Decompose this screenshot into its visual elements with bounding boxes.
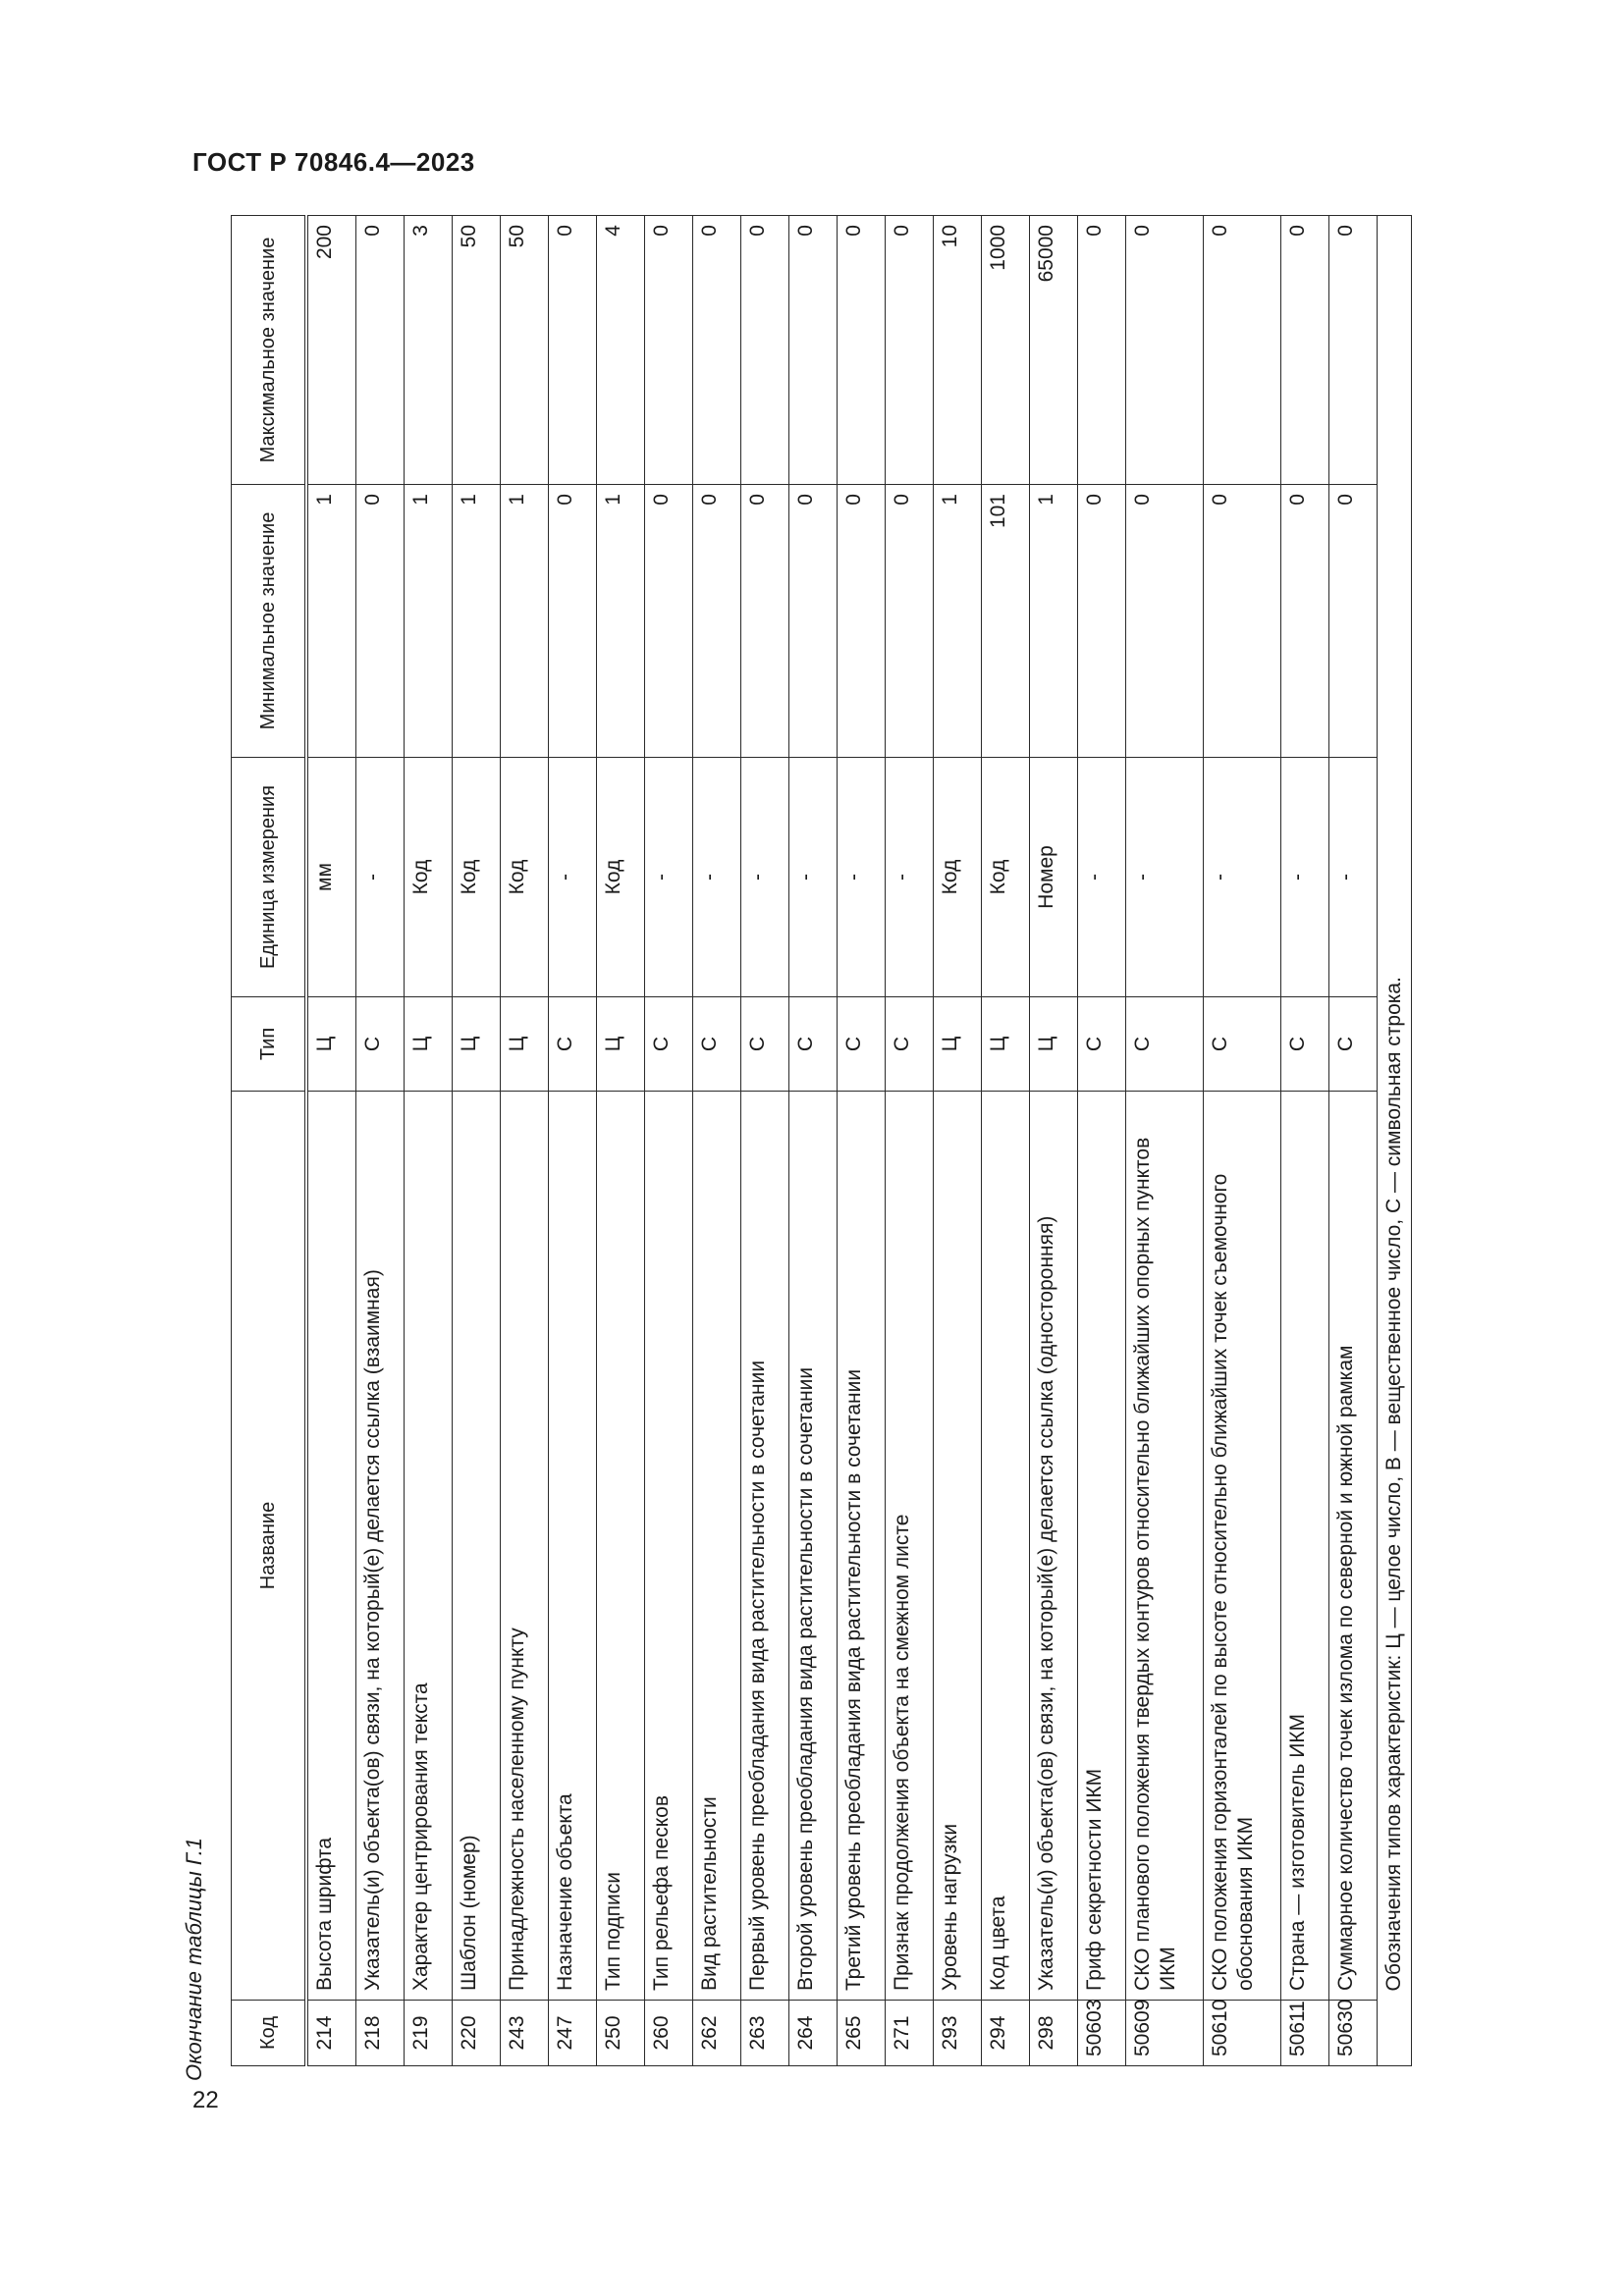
cell-type: С [1078,997,1126,1092]
header-name: Название [232,1092,307,2001]
header-min: Минимальное значение [232,485,307,758]
cell-name: Признак продолжения объекта на смежном листе [886,1092,934,2001]
document-header: ГОСТ Р 70846.4—2023 [192,147,475,177]
cell-unit: Код [597,758,645,997]
cell-code: 50610 [1204,2001,1281,2066]
cell-type: С [886,997,934,1092]
cell-max: 50 [453,216,501,485]
cell-type: Ц [597,997,645,1092]
cell-name: Назначение объекта [549,1092,597,2001]
cell-min: 0 [886,485,934,758]
cell-unit: Номер [1030,758,1078,997]
table-row [501,216,549,2066]
cell-min: 0 [838,485,886,758]
cell-min: 0 [1329,485,1378,758]
cell-unit: Код [501,758,549,997]
cell-code: 214 [306,2001,356,2066]
cell-min: 0 [693,485,741,758]
table-header-row [232,216,307,2066]
cell-code: 250 [597,2001,645,2066]
cell-type: С [356,997,405,1092]
cell-min: 0 [1281,485,1329,758]
cell-type: Ц [1030,997,1078,1092]
cell-max: 3 [405,216,453,485]
cell-unit: - [838,758,886,997]
note-blank-cell [1378,2001,1412,2066]
cell-name: Уровень нагрузки [934,1092,982,2001]
table-row [549,216,597,2066]
table-row [741,216,789,2066]
cell-code: 219 [405,2001,453,2066]
table-row [1204,216,1281,2066]
header-unit: Единица измерения [232,758,307,997]
cell-min: 0 [741,485,789,758]
cell-type: С [1204,997,1281,1092]
table-row [1281,216,1329,2066]
cell-min: 1 [501,485,549,758]
cell-unit: - [1329,758,1378,997]
table-row [934,216,982,2066]
cell-max: 0 [549,216,597,485]
cell-max: 0 [741,216,789,485]
header-max: Максимальное значение [232,216,307,485]
cell-min: 1 [405,485,453,758]
cell-name: СКО положения горизонталей по высоте относительно ближайших точек съемочного обоснования ИКМ [1204,1092,1281,2001]
cell-name: Первый уровень преобладания вида растительности в сочетании [741,1092,789,2001]
table-row [1078,216,1126,2066]
cell-unit: - [1078,758,1126,997]
cell-min: 0 [789,485,838,758]
cell-unit: Код [453,758,501,997]
cell-code: 265 [838,2001,886,2066]
cell-code: 50611 [1281,2001,1329,2066]
cell-max: 0 [356,216,405,485]
table-row [693,216,741,2066]
table-body [306,216,1378,2066]
cell-code: 271 [886,2001,934,2066]
cell-max: 0 [1126,216,1204,485]
cell-max: 65000 [1030,216,1078,485]
cell-min: 0 [356,485,405,758]
table-row [405,216,453,2066]
cell-unit: - [1204,758,1281,997]
cell-name: Принадлежность населенному пункту [501,1092,549,2001]
cell-unit: Код [934,758,982,997]
table-row [306,216,356,2066]
cell-unit: - [693,758,741,997]
cell-type: Ц [982,997,1030,1092]
cell-min: 1 [306,485,356,758]
cell-type: С [1126,997,1204,1092]
characteristics-table [231,215,1412,2066]
cell-type: С [838,997,886,1092]
table-note-row [1378,216,1412,2066]
cell-max: 4 [597,216,645,485]
cell-code: 247 [549,2001,597,2066]
cell-name: СКО планового положения твердых контуров относительно ближайших опорных пунктов ИКМ [1126,1092,1204,2001]
cell-max: 0 [1078,216,1126,485]
cell-max: 200 [306,216,356,485]
cell-code: 50609 [1126,2001,1204,2066]
cell-max: 1000 [982,216,1030,485]
cell-name: Страна — изготовитель ИКМ [1281,1092,1329,2001]
table-row [356,216,405,2066]
table-row [645,216,693,2066]
table-row [789,216,838,2066]
cell-max: 0 [789,216,838,485]
cell-max: 0 [1281,216,1329,485]
cell-min: 1 [934,485,982,758]
cell-name: Тип рельефа песков [645,1092,693,2001]
cell-type: Ц [934,997,982,1092]
table-row [1030,216,1078,2066]
cell-max: 0 [693,216,741,485]
cell-min: 1 [453,485,501,758]
table-row [982,216,1030,2066]
cell-code: 50603 [1078,2001,1126,2066]
cell-type: С [741,997,789,1092]
cell-type: С [645,997,693,1092]
cell-code: 260 [645,2001,693,2066]
cell-code: 243 [501,2001,549,2066]
cell-code: 298 [1030,2001,1078,2066]
cell-type: С [1329,997,1378,1092]
cell-name: Высота шрифта [306,1092,356,2001]
cell-max: 0 [838,216,886,485]
cell-min: 0 [645,485,693,758]
cell-type: С [549,997,597,1092]
cell-code: 294 [982,2001,1030,2066]
table-row [1126,216,1204,2066]
cell-unit: - [356,758,405,997]
cell-code: 220 [453,2001,501,2066]
cell-min: 101 [982,485,1030,758]
cell-name: Вид растительности [693,1092,741,2001]
cell-type: Ц [405,997,453,1092]
cell-name: Второй уровень преобладания вида растительности в сочетании [789,1092,838,2001]
cell-unit: - [1281,758,1329,997]
cell-name: Тип подписи [597,1092,645,2001]
cell-unit: Код [405,758,453,997]
cell-code: 50630 [1329,2001,1378,2066]
cell-unit: - [1126,758,1204,997]
header-code: Код [232,2001,307,2066]
cell-min: 0 [1126,485,1204,758]
cell-max: 50 [501,216,549,485]
header-type: Тип [232,997,307,1092]
cell-name: Третий уровень преобладания вида растительности в сочетании [838,1092,886,2001]
cell-min: 0 [1078,485,1126,758]
cell-min: 1 [597,485,645,758]
cell-min: 0 [1204,485,1281,758]
cell-name: Код цвета [982,1092,1030,2001]
cell-max: 0 [645,216,693,485]
cell-min: 1 [1030,485,1078,758]
cell-unit: мм [306,758,356,997]
cell-unit: - [645,758,693,997]
cell-unit: - [789,758,838,997]
table-row [838,216,886,2066]
cell-type: Ц [501,997,549,1092]
cell-name: Указатель(и) объекта(ов) связи, на который(е) делается ссылка (односторонняя) [1030,1092,1078,2001]
cell-name: Указатель(и) объекта(ов) связи, на который(е) делается ссылка (взаимная) [356,1092,405,2001]
table-row [597,216,645,2066]
cell-code: 262 [693,2001,741,2066]
cell-type: С [693,997,741,1092]
cell-unit: - [886,758,934,997]
cell-name: Шаблон (номер) [453,1092,501,2001]
cell-max: 0 [1204,216,1281,485]
cell-type: Ц [453,997,501,1092]
cell-code: 293 [934,2001,982,2066]
table-row [453,216,501,2066]
cell-unit: - [741,758,789,997]
cell-code: 218 [356,2001,405,2066]
cell-name: Суммарное количество точек излома по северной и южной рамкам [1329,1092,1378,2001]
cell-code: 264 [789,2001,838,2066]
cell-type: С [789,997,838,1092]
table-row [1329,216,1378,2066]
rotated-table-block [182,216,1448,2081]
cell-name: Гриф секретности ИКМ [1078,1092,1126,2001]
cell-unit: - [549,758,597,997]
cell-min: 0 [549,485,597,758]
cell-code: 263 [741,2001,789,2066]
cell-unit: Код [982,758,1030,997]
cell-type: Ц [306,997,356,1092]
table-caption: Окончание таблицы Г.1 [182,1838,206,2081]
cell-max: 0 [1329,216,1378,485]
page-number: 22 [192,2087,219,2113]
table-row [886,216,934,2066]
cell-type: С [1281,997,1329,1092]
table-wrapper [231,216,1412,2066]
cell-name: Характер центрирования текста [405,1092,453,2001]
table-note: Обозначения типов характеристик: Ц — целое число, В — вещественное число, С — символьная строка. [1378,216,1412,2001]
cell-max: 10 [934,216,982,485]
cell-max: 0 [886,216,934,485]
